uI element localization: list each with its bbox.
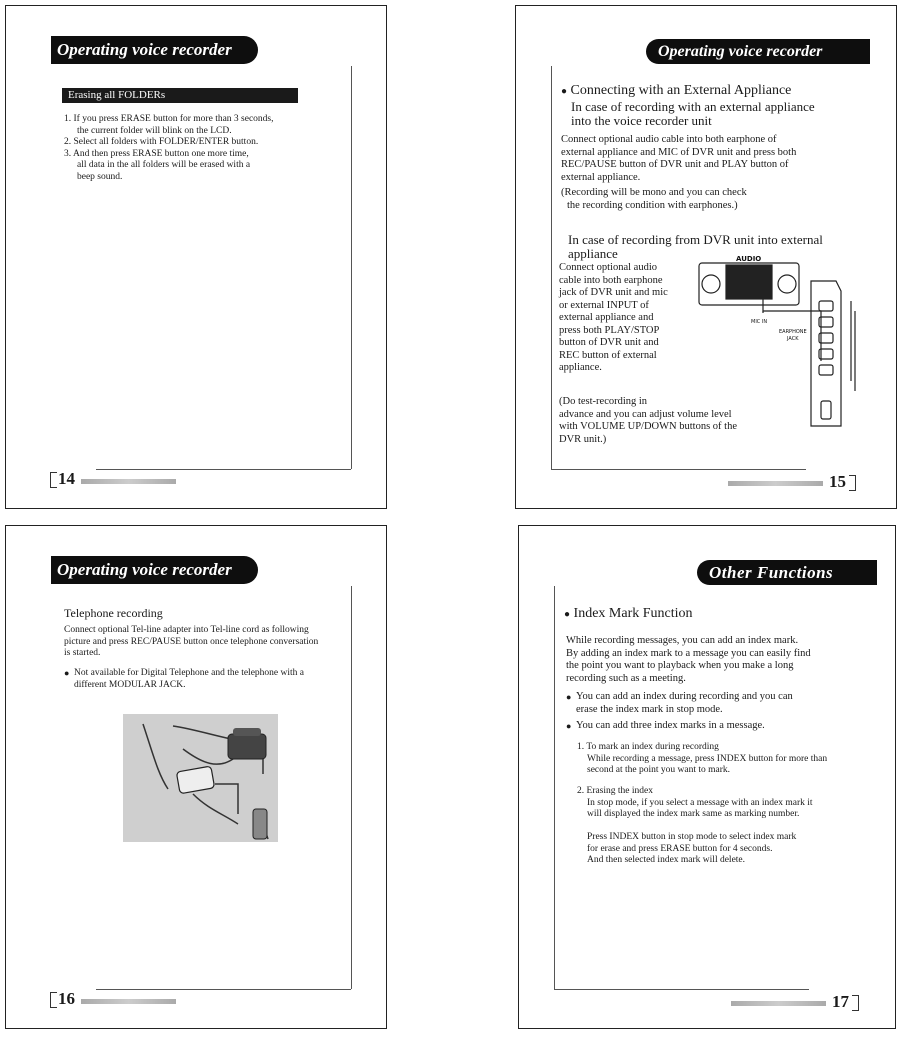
steps	[64, 114, 334, 183]
margin-line	[554, 586, 555, 989]
body-line: Connect optional Tel-line adapter into Tel-line cord as following	[64, 625, 309, 635]
page-17	[518, 525, 896, 1029]
bullet-line: ● You can add an index during recording and you can	[566, 691, 866, 704]
page-header: Other Functions	[697, 560, 877, 585]
page-number: 16	[58, 989, 75, 1008]
body-line: REC/PAUSE button of DVR unit and PLAY button of	[561, 159, 789, 170]
margin-line	[351, 586, 352, 989]
margin-line	[551, 66, 552, 469]
bullets	[566, 691, 866, 733]
step2-extra	[587, 832, 867, 867]
note-line: (Do test-recording in	[559, 396, 648, 407]
step-line: for erase and press ERASE button for 4 seconds.	[587, 843, 773, 854]
case1-body	[561, 134, 861, 184]
section-heading	[564, 606, 693, 622]
body-line: external appliance and	[559, 312, 654, 323]
step-line: 1. If you press ERASE button for more than 3 seconds,	[64, 114, 274, 124]
bullet-dot: ●	[564, 609, 571, 620]
section-title: Telephone recording	[64, 606, 163, 620]
earphone-label: EARPHONE	[779, 329, 807, 335]
step-line: In stop mode, if you select a message with an index mark it	[587, 797, 813, 808]
case1-title-line: In case of recording with an external appliance	[571, 99, 815, 114]
step-line: 2. Erasing the index	[577, 786, 653, 796]
step-line: all data in the all folders will be erased with a	[77, 160, 251, 170]
page-14	[5, 5, 387, 509]
margin-line-bottom	[551, 469, 806, 470]
page-number: 17	[832, 992, 849, 1011]
body-line: press both PLAY/STOP	[559, 324, 660, 336]
mic-in-label: MIC IN	[751, 319, 768, 325]
page-15	[515, 5, 897, 509]
bullet-dot: ●	[561, 86, 568, 97]
margin-line-bottom	[554, 989, 809, 990]
recorder-unit-drawing	[811, 281, 855, 426]
note-line: advance and you can adjust volume level	[559, 408, 732, 420]
heading-text: Connecting with an External Appliance	[570, 83, 792, 98]
step-line: beep sound.	[77, 171, 123, 182]
case1-title	[571, 100, 815, 128]
body-line: jack of DVR unit and mic	[559, 287, 668, 298]
jack-label: JACK	[787, 336, 799, 342]
step-line: second at the point you want to mark.	[587, 765, 730, 775]
intro-line: While recording messages, you can add an index mark.	[566, 635, 799, 646]
audio-label: AUDIO	[736, 255, 762, 263]
body-line: external appliance.	[561, 171, 641, 183]
body-line: button of DVR unit and	[559, 337, 659, 348]
bullet-line: ● Not available for Digital Telephone and the telephone with a	[64, 668, 349, 680]
page-header: Operating voice recorder	[51, 36, 258, 64]
body-line: is started.	[64, 648, 101, 658]
page-header: Operating voice recorder	[51, 556, 258, 584]
case2-body	[559, 262, 694, 375]
margin-line	[351, 66, 352, 469]
bullet-line: ● You can add three index marks in a message.	[566, 720, 866, 733]
body-line: appliance.	[559, 362, 602, 373]
note-line: with VOLUME UP/DOWN buttons of the	[559, 421, 738, 432]
case2-note	[559, 396, 799, 446]
telephone-adapter-photo	[123, 714, 278, 842]
intro-line: By adding an index mark to a message you can easily find	[566, 647, 811, 659]
body-line: cable into both earphone	[559, 274, 663, 286]
step-line: While recording a message, press INDEX button for more than	[587, 753, 828, 764]
step-line: Press INDEX button in stop mode to select index mark	[587, 832, 797, 842]
footer-bracket	[50, 472, 57, 488]
footer-bar	[728, 481, 823, 486]
step-line: will displayed the index mark same as marking number.	[587, 809, 800, 819]
body-line: picture and press REC/PAUSE button once telephone conversation	[64, 636, 319, 647]
body	[64, 625, 349, 660]
footer-bracket	[852, 995, 859, 1011]
step-line: 2. Select all folders with FOLDER/ENTER button.	[64, 137, 259, 147]
case1-note	[561, 187, 747, 212]
stereo-unit-drawing	[699, 263, 821, 361]
step-line: 1. To mark an index during recording	[577, 742, 719, 752]
step-line: the current folder will blink on the LCD.	[77, 125, 232, 136]
case1-title-line: into the voice recorder unit	[571, 113, 712, 128]
margin-line-bottom	[96, 469, 351, 470]
footer-bar	[81, 999, 176, 1004]
intro-line: recording such as a meeting.	[566, 672, 686, 684]
section-heading	[561, 83, 791, 99]
bullet-line: different MODULAR JACK.	[74, 679, 186, 690]
intro	[566, 635, 866, 685]
section-title: Erasing all FOLDERs	[62, 88, 298, 103]
note-line: DVR unit.)	[559, 433, 607, 445]
step-line: 3. And then press ERASE button one more time,	[64, 148, 249, 159]
page-number: 15	[829, 472, 846, 491]
margin-line-bottom	[96, 989, 351, 990]
page-header: Operating voice recorder	[646, 39, 870, 64]
body-line: Connect optional audio cable into both earphone of	[561, 134, 777, 145]
step1	[577, 742, 867, 777]
case2-title-line: appliance	[568, 246, 618, 261]
footer-bar	[731, 1001, 826, 1006]
page-16	[5, 525, 387, 1029]
note-bullet	[64, 668, 349, 691]
body-line: or external INPUT of	[559, 299, 649, 311]
page-number: 14	[58, 469, 75, 488]
step2	[577, 786, 867, 821]
body-line: external appliance and MIC of DVR unit and press both	[561, 146, 797, 158]
heading-text: Index Mark Function	[573, 606, 693, 621]
body-line: REC button of external	[559, 349, 657, 361]
footer-bracket	[50, 992, 57, 1008]
case2-title-line: In case of recording from DVR unit into external	[568, 232, 823, 247]
step-line: And then selected index mark will delete.	[587, 855, 746, 865]
footer-bar	[81, 479, 176, 484]
footer-bracket	[849, 475, 856, 491]
bullet-line: erase the index mark in stop mode.	[576, 703, 723, 715]
intro-line: the point you want to playback when you make a long	[566, 660, 794, 671]
body-line: Connect optional audio	[559, 262, 657, 273]
note-line: (Recording will be mono and you can check	[561, 187, 747, 198]
note-line: the recording condition with earphones.)	[567, 199, 738, 211]
